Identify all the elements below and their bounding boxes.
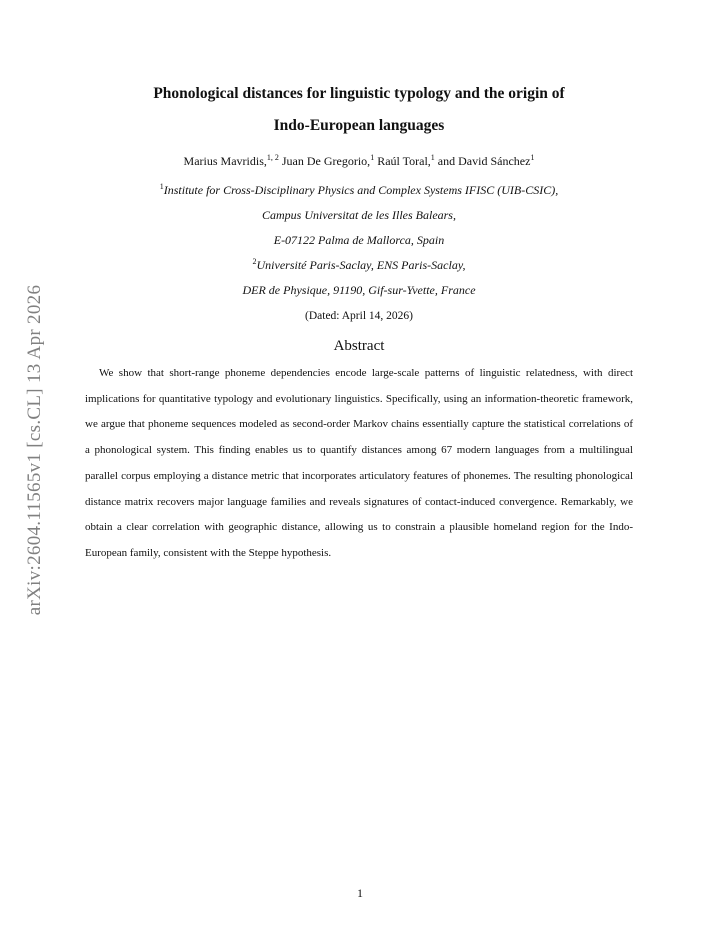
affiliation-1 (85, 178, 633, 253)
affiliation-1-line-2: Campus Universitat de les Illes Balears, (262, 208, 456, 222)
author-list (85, 152, 633, 170)
author-affiliation-mark: 1 (530, 153, 535, 162)
affiliation-2-line-1: $^2$Université Paris-Saclay, ENS Paris-Saclay, (252, 257, 466, 272)
affiliation-1-mark: 1 (159, 182, 164, 191)
author-affiliation-mark: 1, 2 (266, 153, 279, 162)
paper-title (85, 78, 633, 142)
affiliation-1-line-3: E-07122 Palma de Mallorca, Spain (273, 233, 445, 247)
author-affiliation-mark: 1 (370, 153, 375, 162)
author-name: Marius Mavridis, (183, 154, 267, 168)
author-name: and David Sánchez (437, 154, 531, 168)
title-line-2: Indo-European languages (273, 117, 445, 134)
affiliation-2 (85, 253, 633, 303)
author-affiliation-mark: 1 (430, 153, 435, 162)
title-line-1: Phonological distances for linguistic typology and the origin of (153, 85, 565, 102)
affiliation-1-line-1: $^1$Institute for Cross-Disciplinary Physics and Complex Systems IFISC (UIB-CSIC), (159, 182, 559, 197)
abstract-text: We show that short-range phoneme dependencies encode large-scale patterns of linguistic relatedness, with direct implications for quantitative typology and evolutionary linguistics. Specifically, using an information-theoretic framework, we argue that phoneme sequences modeled as second-order Markov chains essentially capture the statistical correlations of a phonological system. This finding enables us to quantify distances among 67 modern languages from a multilingual parallel corpus employing a distance metric that incorporates articulatory features of phonemes. The resulting phonological distance matrix recovers major language families and reveals signatures of contact-induced convergence. Remarkably, we obtain a clear correlation with geographic distance, allowing us to constrain a plausible homeland region for the Indo-European family, consistent with the Steppe hypothesis. (85, 367, 633, 559)
author-name: Juan De Gregorio, (281, 154, 371, 168)
arxiv-identifier: arXiv:2604.11565v1 [cs.CL] 13 Apr 2026 (24, 284, 45, 616)
author-name: Raúl Toral, (377, 154, 431, 168)
page-number: 1 (357, 886, 363, 900)
affiliation-2-line-2: DER de Physique, 91190, Gif-sur-Yvette, France (242, 283, 476, 297)
abstract-heading: Abstract (333, 338, 385, 354)
dated-line: (Dated: April 14, 2026) (305, 310, 413, 322)
affiliation-2-mark: 2 (252, 257, 257, 266)
